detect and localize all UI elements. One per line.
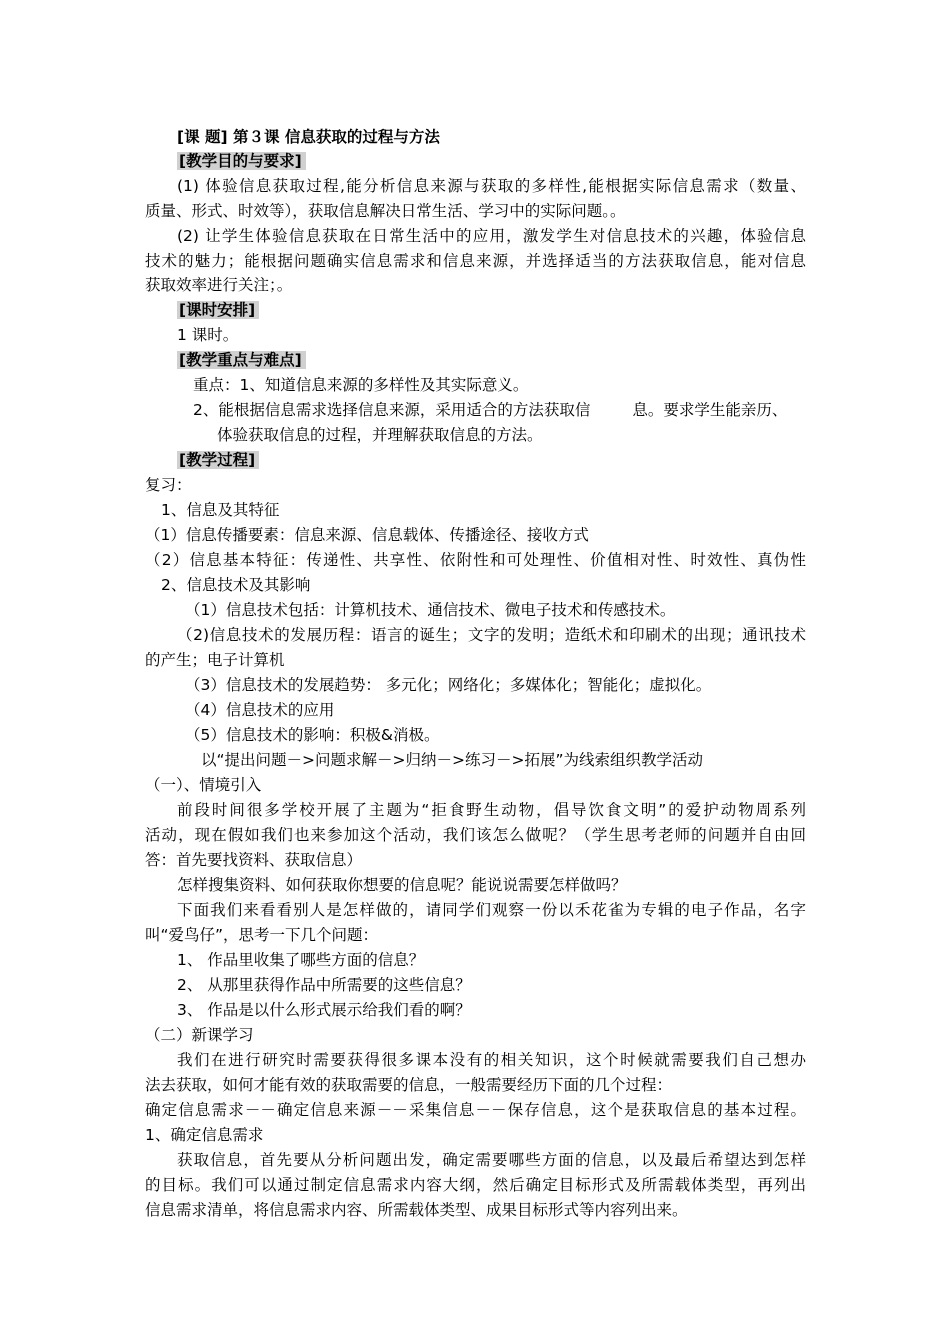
part2-paragraph-1-line-2: 法去获取，如何才能有效的获取需要的信息，一般需要经历下面的几个过程： (145, 1076, 673, 1094)
section-heading-key-points (177, 349, 306, 371)
schedule-text: 1 课时。 (177, 326, 239, 344)
schedule-heading-label: [课时安排] (177, 301, 259, 319)
key-point-2 (193, 399, 787, 421)
goals-paragraph-1-line-1: (1) 体验信息获取过程,能分析信息来源与获取的多样性,能根据实际信息需求（数量、 (177, 177, 806, 195)
part2-title: （二）新课学习 (145, 1026, 254, 1044)
review-item-1a: （1）信息传播要素：信息来源、信息载体、传播途径、接收方式 (145, 526, 589, 544)
part1-title: （一）、情境引入 (145, 776, 262, 794)
teaching-flow-line: 以“提出问题－>问题求解－>归纳－>练习－>拓展”为线索组织教学活动 (201, 751, 704, 769)
review-label: 复习： (145, 476, 192, 494)
lesson-title: [课 题] 第３课 信息获取的过程与方法 (177, 128, 440, 146)
part1-paragraph-1-line-1: 前段时间很多学校开展了主题为“拒食野生动物，倡导饮食文明”的爱护动物周系列 (177, 801, 806, 819)
part1-question-1: 1、 作品里收集了哪些方面的信息？ (177, 951, 425, 969)
part2-paragraph-3-line-2: 的目标。我们可以通过制定信息需求内容大纲，然后确定目标形式及所需载体类型，再列出 (145, 1176, 806, 1194)
key-point-2-continued: 体验获取信息的过程，并理解获取信息的方法。 (217, 426, 543, 444)
part1-paragraph-2: 怎样搜集资料、如何获取你想要的信息呢？能说说需要怎样做吗？ (177, 876, 627, 894)
key-point-1: 重点：1、知道信息来源的多样性及其实际意义。 (193, 376, 529, 394)
part1-paragraph-3-line-1: 下面我们来看看别人是怎样做的，请同学们观察一份以禾花雀为专辑的电子作品，名字 (177, 901, 806, 919)
process-heading-label: [教学过程] (177, 451, 259, 469)
key-point-2-part-b: 息。要求学生能亲历、 (632, 401, 788, 419)
section-heading-goals (177, 150, 306, 172)
review-item-2c: （3）信息技术的发展趋势： 多元化；网络化；多媒体化；智能化；虚拟化。 (185, 676, 712, 694)
review-item-2d: （4）信息技术的应用 (185, 701, 335, 719)
goals-paragraph-1-line-2: 质量、形式、时效等），获取信息解决日常生活、学习中的实际问题。。 (145, 202, 626, 220)
part1-paragraph-3-line-2: 叫“爱鸟仔”，思考一下几个问题： (145, 926, 379, 944)
part2-paragraph-2: 确定信息需求－－确定信息来源－－采集信息－－保存信息，这个是获取信息的基本过程。 (145, 1101, 806, 1119)
review-item-2b-line-1: （2)信息技术的发展历程：语言的诞生；文字的发明；造纸术和印刷术的出现；通讯技术 (177, 626, 806, 644)
part2-paragraph-1-line-1: 我们在进行研究时需要获得很多课本没有的相关知识，这个时候就需要我们自己想办 (177, 1051, 806, 1069)
part1-question-2: 2、 从那里获得作品中所需要的这些信息？ (177, 976, 471, 994)
review-item-1: 1、信息及其特征 (161, 501, 280, 519)
goals-heading-label: [教学目的与要求] (177, 152, 306, 170)
part1-question-3: 3、 作品是以什么形式展示给我们看的啊？ (177, 1001, 471, 1019)
review-item-2e: （5）信息技术的影响：积极&消极。 (185, 726, 440, 744)
goals-paragraph-2-line-2: 技术的魅力；能根据问题确实信息需求和信息来源，并选择适当的方法获取信息，能对信息 (145, 252, 806, 270)
key-point-2-part-a: 2、能根据信息需求选择信息来源，采用适合的方法获取信 (193, 401, 591, 419)
key-points-heading-label: [教学重点与难点] (177, 351, 306, 369)
part2-paragraph-3-line-1: 获取信息，首先要从分析问题出发，确定需要哪些方面的信息，以及最后希望达到怎样 (177, 1151, 806, 1169)
goals-paragraph-2-line-3: 获取效率进行关注；。 (145, 276, 293, 294)
part1-paragraph-1-line-2: 活动，现在假如我们也来参加这个活动，我们该怎么做呢？（学生思考老师的问题并自由回 (145, 826, 806, 844)
part1-paragraph-1-line-3: 答：首先要找资料、获取信息） (145, 851, 363, 869)
review-item-2a: （1）信息技术包括：计算机技术、通信技术、微电子技术和传感技术。 (185, 601, 676, 619)
review-item-2b-line-2: 的产生；电子计算机 (145, 651, 285, 669)
goals-paragraph-2-line-1: (2) 让学生体验信息获取在日常生活中的应用，激发学生对信息技术的兴趣，体验信息 (177, 227, 806, 245)
part2-paragraph-3-line-3: 信息需求清单，将信息需求内容、所需载体类型、成果目标形式等内容列出来。 (145, 1201, 688, 1219)
section-heading-process (177, 449, 259, 471)
section-heading-schedule (177, 299, 259, 321)
part2-subheading-1: 1、确定信息需求 (145, 1126, 264, 1144)
review-item-2: 2、信息技术及其影响 (161, 576, 311, 594)
review-item-1b: （2）信息基本特征：传递性、共享性、依附性和可处理性、价值相对性、时效性、真伪性 (145, 551, 806, 569)
